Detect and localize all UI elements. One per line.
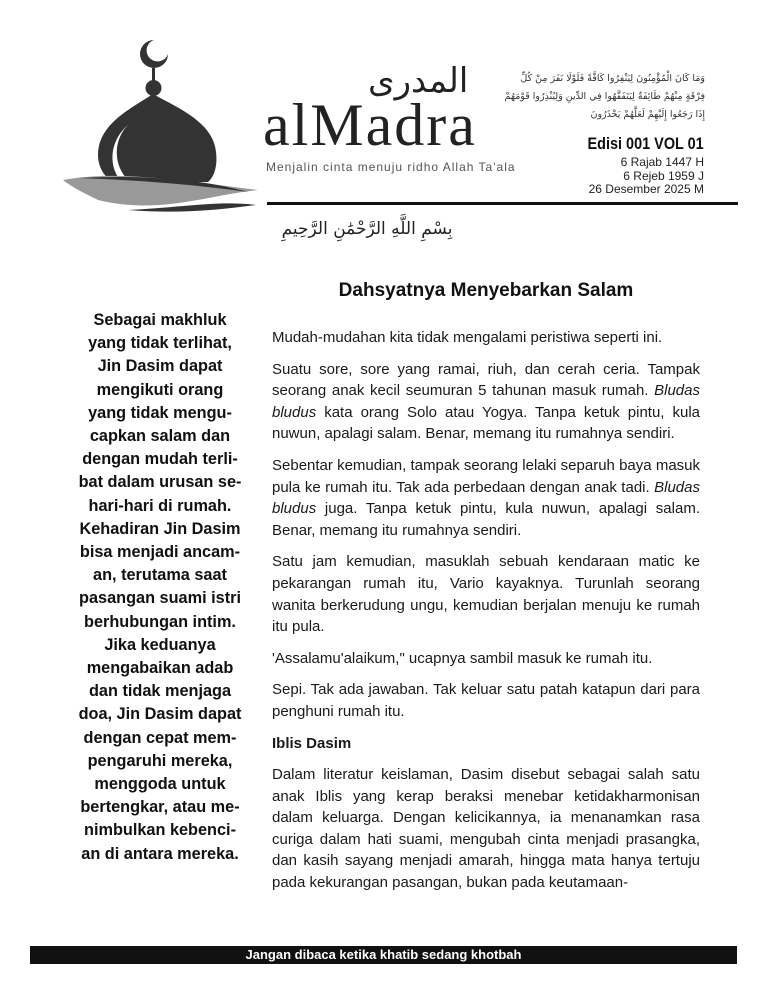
date-hijri: 6 Rajab 1447 H xyxy=(620,155,704,169)
bismillah: بِسْمِ اللَّهِ الرَّحْمَٰنِ الرَّحِيمِ xyxy=(281,219,453,239)
paragraph: Satu jam kemudian, masuklah sebuah kendaraan matic ke pekarangan rumah itu, Vario kayaknya. Turunlah seorang wanita berkerudung ungu, kemudian berjalan menuju ke rumah itu pula. xyxy=(272,553,700,636)
sidebar-callout xyxy=(70,309,250,866)
paragraph: Sebentar kemudian, tampak seorang lelaki separuh baya masuk pula ke rumah itu. Tak ada perbedaan dengan anak tadi. Bludas bludus juga. Tanpa ketuk pintu, kula nuwun, apalagi salam. Benar, memang itu rumahnya sendiri. xyxy=(272,456,700,539)
sidebar-line: dan tidak menjaga xyxy=(88,682,232,701)
mosque-dome-logo-icon xyxy=(58,30,258,215)
subheading: Iblis Dasim xyxy=(272,734,352,752)
sidebar-line: an, terutama saat xyxy=(93,566,227,585)
date-masehi: 26 Desember 2025 M xyxy=(588,182,704,196)
sidebar-line: Jin Dasim dapat xyxy=(97,357,223,376)
sidebar-line: pasangan suami istri xyxy=(79,589,241,608)
sidebar-line: yang tidak mengu- xyxy=(88,403,232,422)
article-title: Dahsyatnya Menyebarkan Salam xyxy=(338,280,634,301)
brand-arabic-logo: المدرى xyxy=(368,61,469,101)
sidebar-line: hari-hari di rumah. xyxy=(88,496,232,515)
sidebar-line: capkan salam dan xyxy=(89,427,231,446)
sidebar-line: dengan cepat mem- xyxy=(83,728,237,747)
sidebar-line: bertengkar, atau me- xyxy=(80,798,240,817)
italic-phrase: Bludas bludus xyxy=(272,478,700,518)
header-divider xyxy=(267,202,738,205)
tagline: Menjalin cinta menuju ridho Allah Ta'ala xyxy=(266,160,516,174)
article-body xyxy=(272,327,700,904)
sidebar-line: bisa menjadi ancam- xyxy=(79,543,241,562)
paragraph: 'Assalamu'alaikum," ucapnya sambil masuk ke rumah itu. xyxy=(272,649,653,667)
italic-phrase: Bludas bludus xyxy=(272,382,700,421)
paragraph: Suatu sore, sore yang ramai, riuh, dan cerah ceria. Tampak seorang anak kecil seumuran 5 tahunan masuk rumah. Bludas bludus kata orang Solo atau Yogya. Tanpa ketuk pintu, kula nuwun, apalagi salam. Benar, memang itu rumahnya sendiri. xyxy=(272,360,700,443)
sidebar-line: mengabaikan adab xyxy=(86,659,234,678)
sidebar-line: yang tidak terlihat, xyxy=(88,334,232,353)
quran-verse: وَمَا كَانَ الْمُؤْمِنُونَ لِيَنْفِرُوا كَافَّةً فَلَوْلَا نَفَرَ مِنْ كُلِّ فِرْقَةٍ مِنْهُمْ طَائِفَةٌ لِيَتَفَقَّهُوا فِي الدِّينِ وَلِيُنْذِرُوا قَوْمَهُمْ إِذَا رَجَعُوا إِلَيْهِمْ لَعَلَّهُمْ يَحْذَرُونَ xyxy=(504,73,705,120)
brand-name: alMadra xyxy=(263,92,477,158)
paragraph: Dalam literatur keislaman, Dasim disebut sebagai salah satu anak Iblis yang kerap beraksi menebar ketidakharmonisan dalam keluarga. Dengan kelicikannya, ia menanamkan rasa curiga dalam hati suami, mengubah cinta menjadi prasangka, dan kasih sayang menjadi amarah, hingga mata hanya tertuju pada kekurangan pasangan, bukan pada keutamaan- xyxy=(272,766,700,892)
sidebar-line: berhubungan intim. xyxy=(84,612,236,631)
sidebar-line: doa, Jin Dasim dapat xyxy=(78,705,242,724)
sidebar-line: nimbulkan kebenci- xyxy=(84,821,236,840)
date-javanese: 6 Rejeb 1959 J xyxy=(623,168,704,183)
sidebar-line: dengan mudah terli- xyxy=(82,450,238,469)
issue-dates xyxy=(589,156,704,197)
sidebar-line: menggoda untuk xyxy=(94,775,226,794)
sidebar-line: an di antara mereka. xyxy=(81,844,239,863)
sidebar-line: mengikuti orang xyxy=(96,380,224,399)
sidebar-line: Jika keduanya xyxy=(104,635,216,654)
paragraph: Sepi. Tak ada jawaban. Tak keluar satu patah katapun dari para penghuni rumah itu. xyxy=(272,681,700,720)
sidebar-line: bat dalam urusan se- xyxy=(78,473,242,492)
sidebar-line: pengaruhi mereka, xyxy=(87,751,233,770)
sidebar-line: Kehadiran Jin Dasim xyxy=(79,519,241,538)
edition-label: Edisi 001 VOL 01 xyxy=(587,134,704,153)
footer-notice: Jangan dibaca ketika khatib sedang khotbah xyxy=(30,946,737,964)
sidebar-line: Sebagai makhluk xyxy=(93,311,227,329)
paragraph: Mudah-mudahan kita tidak mengalami peristiwa seperti ini. xyxy=(272,329,663,346)
